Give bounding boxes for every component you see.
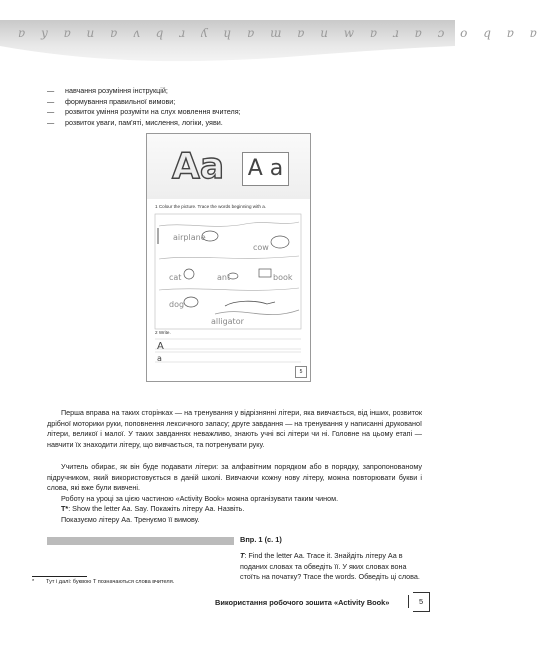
list-item: — розвиток уміння розуміти на слух мовлення вчителя; (47, 107, 241, 117)
page-number: 5 (413, 592, 430, 612)
list-item: — навчання розуміння інструкцій; (47, 86, 168, 95)
banner-wave (0, 46, 455, 66)
footnote: * Тут і далі: буквою T позначаються слова вчителя. (32, 579, 175, 585)
write-upper: A (157, 341, 164, 352)
workbook-page-image (146, 133, 311, 382)
list-item: — розвиток уваги, пам'яті, мислення, логіки, уяви. (47, 117, 223, 127)
workbook-big-letters: Aa (172, 146, 225, 187)
write-lower: a (157, 354, 162, 363)
workbook-page-number: 5 (295, 366, 307, 378)
word-cow: cow (253, 243, 269, 252)
word-ant: ant (217, 273, 231, 282)
footer-divider (408, 595, 409, 608)
paragraph-3: Роботу на уроці за цією частиною «Activity Book» можна організувати таким чином. (61, 494, 339, 503)
exercise-text: T: Find the letter Aa. Trace it. Знайдіть літеру Aa в поданих словах та обведіть її. У яких словах вона стоїть на початку? Trace the words. Обведіть ці слова. (240, 551, 420, 582)
word-airplane: airplane (173, 233, 206, 242)
paragraph-2: Учитель обирає, як він буде подавати літери: за алфавітним порядком або в порядку, запропонованому підручником, який використовується в даній школі. Вивчаючи кожну нову літеру, можна повторювати букви і слова, які вже були вивчені. (47, 462, 422, 493)
footer-title: Використання робочого зошита «Activity Book» (215, 598, 390, 607)
list-item: — формування правильної вимови; (47, 96, 176, 106)
paragraph-4: T*: Show the letter Aa. Say. Покажіть літеру Aa. Назвіть. (61, 504, 245, 513)
word-book: book (273, 273, 293, 282)
bullet-list (47, 86, 427, 128)
exercise-bar (47, 537, 234, 545)
footnote-divider (32, 576, 87, 577)
workbook-task2: 2 Write. (155, 330, 171, 335)
workbook-task1: 1 Colour the picture. Trace the words beginning with a. (155, 204, 267, 209)
word-alligator: alligator (211, 317, 244, 326)
paragraph-1: Перша вправа на таких сторінках — на тренування у відрізнянні літери, яка вивчається, від інших, розвиток дрібної моторики руки, поповнення лексичного запасу; друге завдання — на тренування у написанні друкованої літери, великої і малої. У таких завданнях неважливо, знають учні всі літери чи ні. Головне на цьому етапі — навчити їх знаходити літеру, що вивчається, та потренувати руку. (47, 408, 422, 449)
exercise-title: Впр. 1 (с. 1) (240, 535, 282, 544)
workbook-illustration (155, 214, 301, 329)
paragraph-5: Показуємо літеру Aa. Тренуємо її вимову. (61, 515, 200, 524)
word-dog: dog (169, 300, 185, 309)
banner-letters: ɐ y ɐ u ɐ ʌ q ɹ ʎ ɥ ɐ ɯ ɐ u w ɐ ɹ ɐ ɔ o q ɐ ɐ (18, 26, 543, 40)
workbook-letter-box: A a (242, 152, 289, 186)
workbook-write-lines (155, 337, 301, 363)
word-cat: cat (169, 273, 182, 282)
